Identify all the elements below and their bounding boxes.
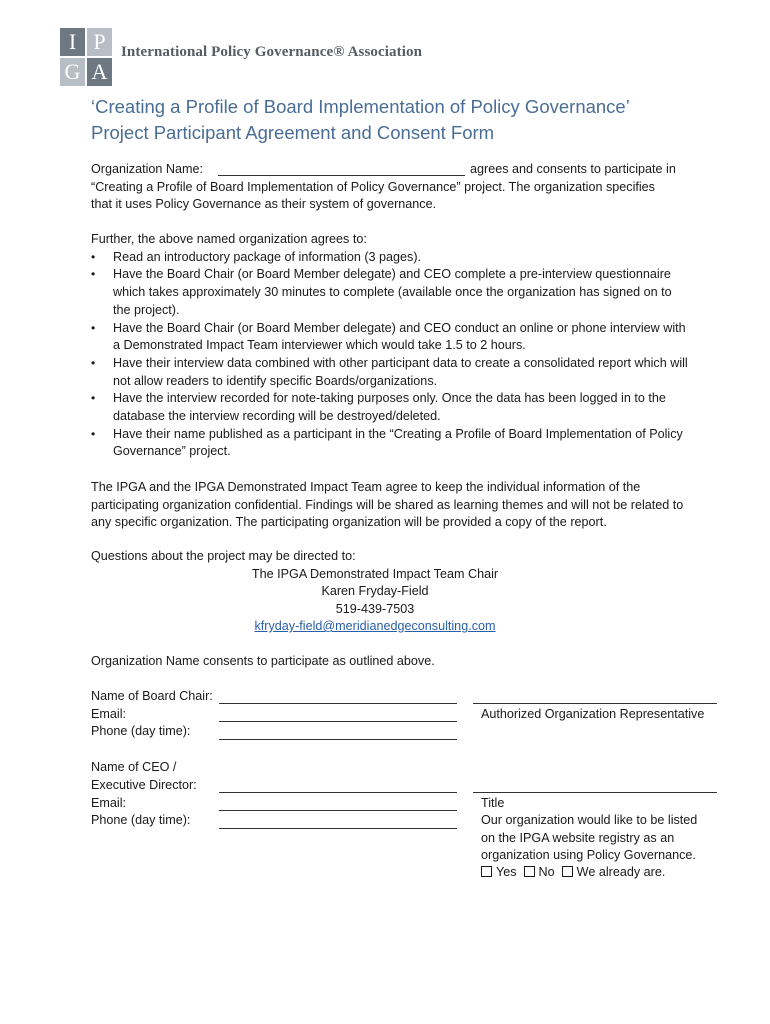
intro-line-2: “Creating a Profile of Board Implementation of Policy Governance” project. The organization specifies: [91, 180, 655, 194]
ceo-name-label-1: Name of CEO /: [91, 760, 177, 774]
board-chair-name-field[interactable]: [219, 703, 457, 704]
contact-email-link[interactable]: kfryday-field@meridianedgeconsulting.com: [254, 619, 496, 633]
ceo-email-label: Email:: [91, 796, 126, 810]
logo-letter-i: I: [60, 28, 85, 56]
title-signature-field[interactable]: [473, 792, 717, 793]
document-title: [91, 94, 731, 146]
no-checkbox[interactable]: [524, 866, 535, 877]
board-chair-email-label: Email:: [91, 707, 126, 721]
contact-name: Karen Fryday-Field: [321, 584, 429, 598]
intro-org-name-field[interactable]: [218, 175, 465, 176]
contact-phone: 519-439-7503: [335, 602, 415, 616]
ceo-phone-field[interactable]: [219, 828, 457, 829]
board-chair-phone-label: Phone (day time):: [91, 724, 191, 738]
board-chair-email-field[interactable]: [219, 721, 457, 722]
board-chair-phone-field[interactable]: [219, 739, 457, 740]
logo-letter-g: G: [60, 58, 85, 86]
representative-signature-field[interactable]: [473, 703, 717, 704]
no-label: No: [538, 865, 555, 879]
title-label: Title: [481, 796, 505, 810]
agreement-item: • Have the Board Chair (or Board Member delegate) and CEO conduct an online or phone interview with a Demonstrated Impact Team interviewer which would take 1.5 to 2 hours.: [91, 320, 691, 355]
intro-org-suffix: agrees and consents to participate in: [470, 162, 676, 176]
board-chair-name-label: Name of Board Chair:: [91, 689, 213, 703]
logo-letter-a: A: [87, 58, 112, 86]
contact-lead: Questions about the project may be directed to:: [91, 549, 356, 563]
contact-role: The IPGA Demonstrated Impact Team Chair: [251, 567, 499, 581]
representative-label: Authorized Organization Representative: [481, 707, 705, 721]
logo-letter-p: P: [87, 28, 112, 56]
title-line-2: Project Participant Agreement and Consent Form: [91, 122, 495, 143]
already-label: We already are.: [576, 865, 666, 879]
ceo-phone-label: Phone (day time):: [91, 813, 191, 827]
ceo-name-field[interactable]: [219, 792, 457, 793]
agreement-item: • Have the interview recorded for note-taking purposes only. Once the data has been logged in to the database the interview recording will be destroyed/deleted.: [91, 390, 691, 425]
agreement-item: • Have the Board Chair (or Board Member delegate) and CEO complete a pre-interview questionnaire which takes approximately 30 minutes to complete (available once the organization has signed on to the project).: [91, 266, 691, 319]
agreement-lead: Further, the above named organization agrees to:: [91, 232, 367, 246]
ipga-logo: [60, 28, 112, 86]
agreement-section: [91, 231, 691, 461]
agreement-item: • Read an introductory package of information (3 pages).: [91, 249, 691, 267]
agreement-item: • Have their interview data combined with other participant data to create a consolidated report which will not allow readers to identify specific Boards/organizations.: [91, 355, 691, 390]
agreement-item: • Have their name published as a participant in the “Creating a Profile of Board Implementation of Policy Governance” project.: [91, 426, 691, 461]
intro-line-3: that it uses Policy Governance as their system of governance.: [91, 197, 437, 211]
ceo-email-field[interactable]: [219, 810, 457, 811]
yes-checkbox[interactable]: [481, 866, 492, 877]
registry-text: Our organization would like to be listed on the IPGA website registry as an organization using Policy Governance.: [481, 813, 698, 863]
agreement-list: [91, 249, 691, 461]
yes-label: Yes: [496, 865, 517, 879]
registry-options: [481, 864, 665, 882]
intro-org-label: Organization Name:: [91, 162, 203, 176]
consent-statement: Organization Name consents to participate as outlined above.: [91, 654, 435, 668]
org-name: International Policy Governance® Association: [121, 44, 423, 60]
ceo-name-label-2: Executive Director:: [91, 778, 197, 792]
title-line-1: ‘Creating a Profile of Board Implementation of Policy Governance’: [91, 96, 630, 117]
confidentiality-paragraph: The IPGA and the IPGA Demonstrated Impact Team agree to keep the individual information of the participating organization confidential. Findings will be shared as learning themes and will not be related to any specific organization. The participating organization will be provided a copy of the report.: [91, 480, 684, 530]
already-checkbox[interactable]: [562, 866, 573, 877]
